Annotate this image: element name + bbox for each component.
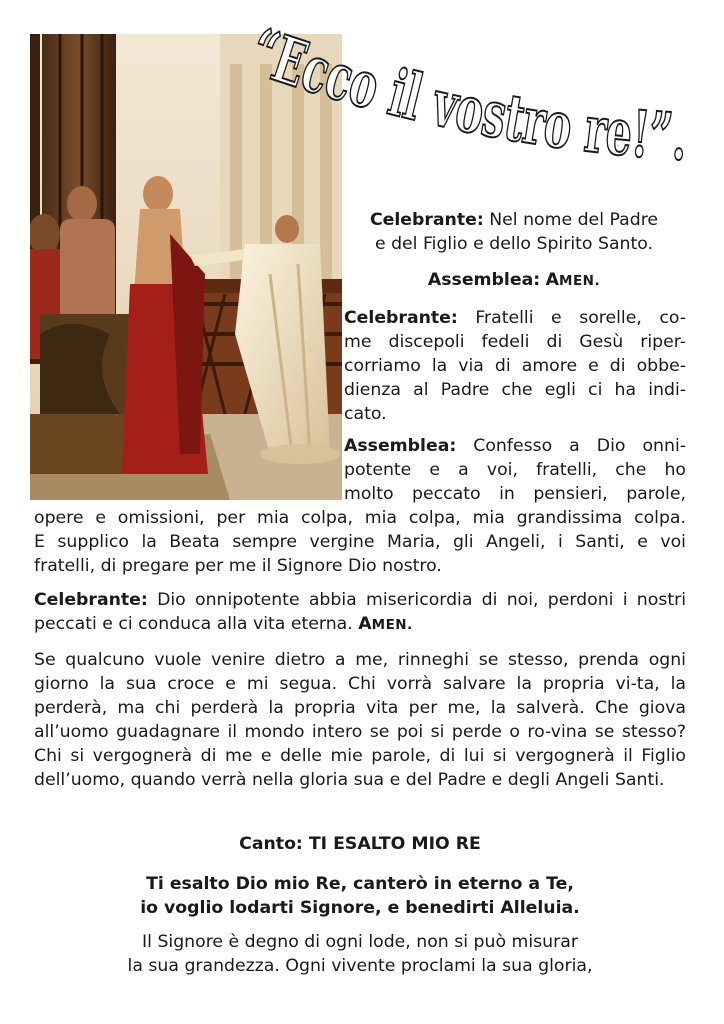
text-line: E supplico la Beata sempre vergine Maria, gli Angeli, i Santi, e voi: [34, 532, 686, 552]
song-heading: Canto: TI ESALTO MIO RE: [239, 834, 481, 854]
speaker-label: Celebrante:: [34, 590, 148, 610]
greeting-line: Nel nome del Padre: [489, 210, 659, 230]
verse-line: la sua grandezza. Ogni vivente proclami la sua gloria,: [127, 956, 593, 976]
text-line: me discepoli fedeli di Gesù riper-: [344, 332, 686, 352]
verse-line: Il Signore è degno di ogni lode, non si può misurar: [142, 932, 578, 952]
speaker-label: Celebrante:: [369, 210, 484, 230]
refrain-line: io voglio lodarti Signore, e benedirti Alleluia.: [140, 898, 580, 918]
title-word-art: [236, 14, 706, 200]
text-line: potente e a voi, fratelli, che ho: [344, 460, 686, 480]
greeting-line: e del Figlio e dello Spirito Santo.: [374, 234, 654, 254]
assemblea-amen: [344, 268, 684, 293]
celebrante-invitation: [344, 306, 686, 426]
assemblea-confiteor: [344, 434, 686, 506]
text-line: molto peccato in pensieri, parole,: [344, 484, 686, 504]
text-line: corriamo la via di amore e di obbe-: [344, 356, 686, 376]
text-line: dienza al Padre che egli ci ha indi-: [344, 380, 686, 400]
gospel-reading: Se qualcuno vuole venire dietro a me, rinneghi se stesso, prenda ogni giorno la sua croce e mi segua. Chi vorrà salvare la propria vi-ta, la perderà, ma chi perderà la propria vita per me, la salverà. Che giova all’uomo guadagnare il mondo intero se poi si perde o ro-vina se stesso? Chi si vergognerà di me e delle mie parole, di lui si vergognerà il Figlio dell’uomo, quando verrà nella gloria sua e del Padre e degli Angeli Santi.: [34, 650, 686, 790]
speaker-label: Assemblea:: [427, 270, 541, 290]
text-line: Confesso a Dio onni-: [473, 436, 686, 456]
refrain-line: Ti esalto Dio mio Re, canterò in eterno a Te,: [146, 874, 574, 894]
text-line: Fratelli e sorelle, co-: [475, 308, 687, 328]
absolution-text: Dio onnipotente abbia misericordia di noi, perdoni i nostri peccati e ci conduca alla vita eterna.: [34, 590, 686, 634]
song-verse: [34, 930, 686, 978]
text-line: cato.: [344, 404, 387, 424]
amen-initial: A: [358, 614, 372, 634]
speaker-label: Assemblea:: [344, 436, 457, 456]
amen-initial: A: [545, 270, 560, 290]
svg-text:“Ecco il vostro re!”.: [240, 14, 697, 176]
celebrante-greeting: [344, 208, 684, 256]
speaker-label: Celebrante:: [344, 308, 458, 328]
text-line: fratelli, di pregare per me il Signore Dio nostro.: [34, 556, 442, 576]
title-text: “Ecco il vostro re!”.: [240, 14, 697, 176]
amen-rest: MEN.: [371, 617, 413, 633]
celebrante-absolution: [34, 588, 686, 637]
amen-rest: MEN.: [559, 273, 601, 289]
assemblea-confiteor-continued: [34, 506, 686, 578]
text-line: opere e omissioni, per mia colpa, mia colpa, mia grandissima colpa.: [34, 508, 686, 528]
song-refrain: [34, 872, 686, 920]
